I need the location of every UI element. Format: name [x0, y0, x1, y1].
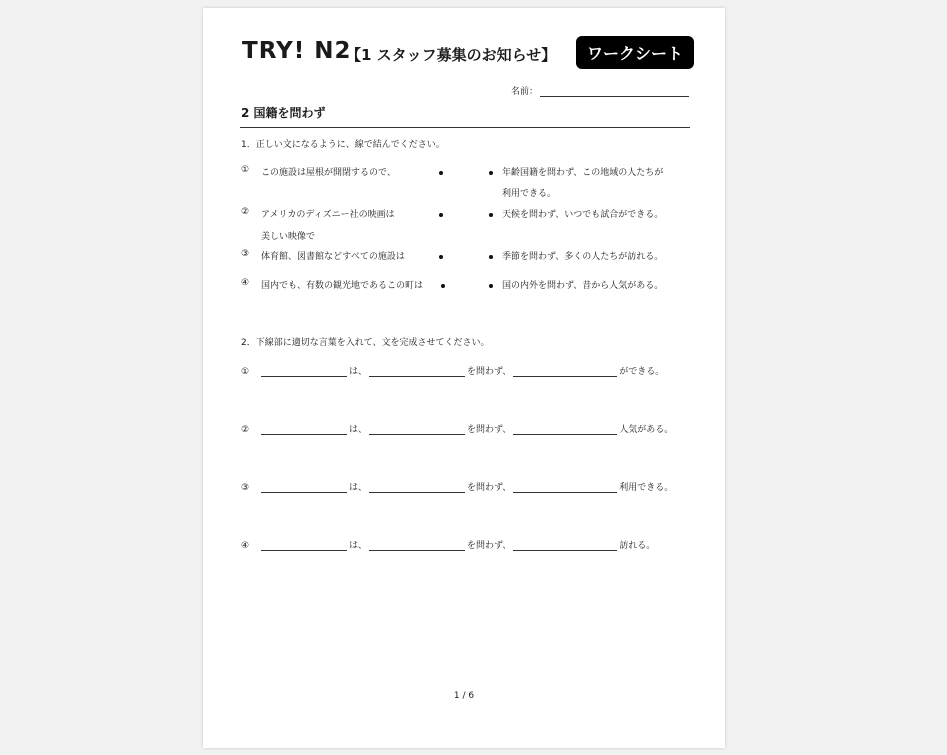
- name-blank[interactable]: [540, 86, 689, 97]
- q1-instruction: 1．正しい文になるように、線で結んでください。: [241, 140, 445, 150]
- ha-text: は、: [349, 483, 368, 493]
- q2-row-num: ①: [241, 367, 250, 377]
- q1-left-text-cont: 美しい映像で: [261, 232, 316, 242]
- answer-blank[interactable]: [261, 542, 347, 551]
- ha-text: は、: [349, 367, 368, 377]
- section-title: 2 国籍を問わず: [241, 106, 326, 120]
- answer-blank[interactable]: [261, 426, 347, 435]
- q1-left-dot[interactable]: [439, 171, 443, 175]
- answer-blank[interactable]: [369, 368, 465, 377]
- q1-right-text: 天候を問わず、いつでも試合ができる。: [502, 210, 664, 220]
- q2-row: [241, 480, 675, 493]
- q1-left-dot[interactable]: [439, 213, 443, 217]
- ending-text: 人気がある。: [619, 425, 674, 435]
- answer-blank[interactable]: [261, 368, 347, 377]
- section-divider: [240, 127, 690, 128]
- q2-row: [241, 538, 657, 551]
- q2-instruction: 2．下線部に適切な言葉を入れて、文を完成させてください。: [241, 338, 490, 348]
- worksheet-page: [203, 8, 725, 748]
- wo-towazu-text: を問わず、: [467, 367, 512, 377]
- q2-row-num: ③: [241, 483, 250, 493]
- q1-right-text: 年齢国籍を問わず、この地域の人たちが: [502, 168, 664, 178]
- q1-right-dot[interactable]: [489, 255, 493, 259]
- wo-towazu-text: を問わず、: [467, 425, 512, 435]
- q1-right-dot[interactable]: [489, 213, 493, 217]
- q1-left-text: 体育館、図書館などすべての施設は: [261, 252, 405, 262]
- q1-left-text: 国内でも、有数の観光地であるこの町は: [261, 281, 424, 291]
- unit-title: 【1 スタッフ募集のお知らせ】: [346, 46, 557, 64]
- page-number: 1 / 6: [453, 691, 475, 701]
- q1-left-dot[interactable]: [441, 284, 445, 288]
- name-field: [511, 84, 689, 97]
- answer-blank[interactable]: [369, 426, 465, 435]
- worksheet-badge: ワークシート: [576, 36, 694, 69]
- q1-right-dot[interactable]: [489, 171, 493, 175]
- answer-blank[interactable]: [369, 484, 465, 493]
- q1-right-text: 季節を問わず、多くの人たちが訪れる。: [502, 252, 664, 262]
- q2-row: [241, 364, 666, 377]
- answer-blank[interactable]: [513, 368, 617, 377]
- answer-blank[interactable]: [513, 484, 617, 493]
- q1-left-dot[interactable]: [439, 255, 443, 259]
- q1-left-num: ①: [241, 165, 250, 175]
- q1-right-text: 国の内外を問わず、昔から人気がある。: [502, 281, 664, 291]
- q1-left-num: ②: [241, 207, 250, 217]
- ha-text: は、: [349, 425, 368, 435]
- name-label: 名前：: [511, 87, 539, 97]
- q1-right-text-cont: 利用できる。: [502, 189, 557, 199]
- answer-blank[interactable]: [261, 484, 347, 493]
- wo-towazu-text: を問わず、: [467, 541, 512, 551]
- answer-blank[interactable]: [513, 542, 617, 551]
- ending-text: ができる。: [619, 367, 665, 377]
- brand-logo: TRY! N2: [242, 38, 352, 64]
- ha-text: は、: [349, 541, 368, 551]
- answer-blank[interactable]: [369, 542, 465, 551]
- q1-left-num: ③: [241, 249, 250, 259]
- q1-left-text: この施設は屋根が開閉するので、: [261, 168, 396, 178]
- q1-right-dot[interactable]: [489, 284, 493, 288]
- ending-text: 訪れる。: [619, 541, 656, 551]
- wo-towazu-text: を問わず、: [467, 483, 512, 493]
- q2-row: [241, 422, 675, 435]
- q1-left-text: アメリカのディズニー社の映画は: [261, 210, 395, 220]
- q2-row-num: ②: [241, 425, 250, 435]
- answer-blank[interactable]: [513, 426, 617, 435]
- q1-left-num: ④: [241, 278, 250, 288]
- ending-text: 利用できる。: [619, 483, 674, 493]
- q2-row-num: ④: [241, 541, 250, 551]
